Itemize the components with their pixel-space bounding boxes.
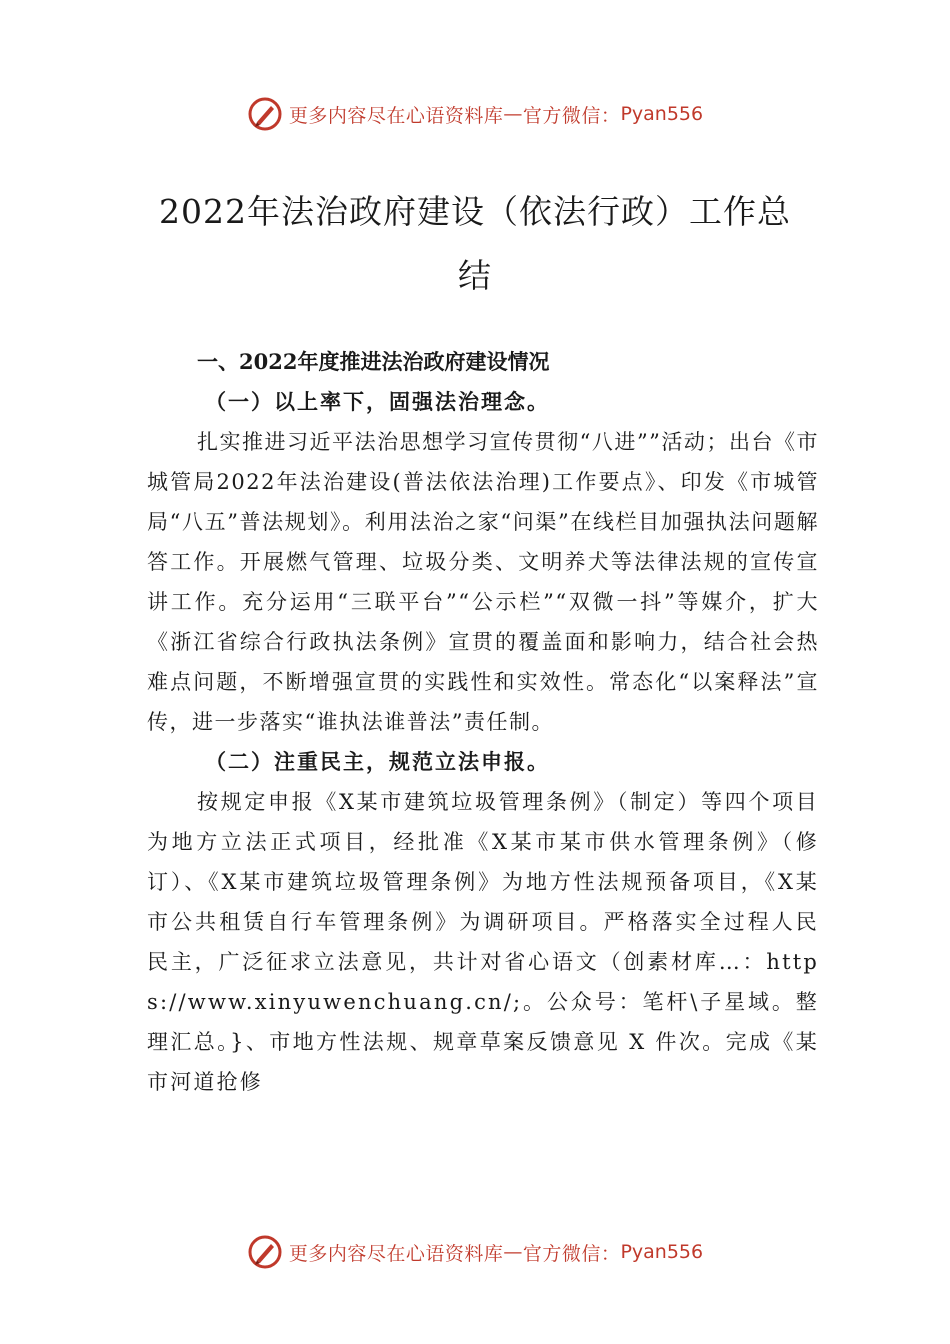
wechat-id: Pyan556: [620, 1241, 704, 1263]
brand-text: 更多内容尽在心语资料库: [288, 104, 504, 127]
pen-logo-icon: [247, 1234, 283, 1270]
section-heading: 一、2022年度推进法治政府建设情况: [197, 349, 550, 374]
subsection-heading-2: （二）注重民主，规范立法申报。: [205, 749, 550, 774]
brand-text: 更多内容尽在心语资料库: [288, 1242, 504, 1265]
title-line-1: 2022年法治政府建设（依法行政）工作总: [159, 192, 791, 231]
footer-watermark: [0, 1232, 950, 1272]
title-line-2: 结: [458, 256, 492, 295]
header-watermark: [0, 94, 950, 134]
wechat-id: Pyan556: [620, 103, 704, 125]
brand-separator: —: [503, 103, 523, 125]
wechat-label: 官方微信：: [522, 1242, 621, 1265]
document-title: [140, 180, 810, 308]
wechat-label: 官方微信：: [522, 104, 621, 127]
document-body: [147, 342, 819, 1102]
pen-logo-icon: [247, 96, 283, 132]
brand-separator: —: [503, 1241, 523, 1263]
paragraph-1: 扎实推进习近平法治思想学习宣传贯彻“八进””活动；出台《市城管局2022年法治建设(普法依法治理)工作要点》、印发《市城管局“八五”普法规划》。利用法治之家“问渠”在线栏目加强执法问题解答工作。开展燃气管理、垃圾分类、文明养犬等法律法规的宣传宣讲工作。充分运用“三联平台”“公示栏”“双微一抖”等媒介，扩大《浙江省综合行政执法条例》宣贯的覆盖面和影响力，结合社会热难点问题，不断增强宣贯的实践性和实效性。常态化“以案释法”宣传，进一步落实“谁执法谁普法”责任制。: [147, 430, 819, 734]
paragraph-2: 按规定申报《X某市建筑垃圾管理条例》（制定）等四个项目为地方立法正式项目，经批准《X某市某市供水管理条例》（修订）、《X某市建筑垃圾管理条例》为地方性法规预备项目，《X某市公共租赁自行车管理条例》为调研项目。严格落实全过程人民民主，广泛征求立法意见，共计对省心语文（创素材库…：https://www.xinyuwenchuang.cn/;。公众号：笔杆\子星域。整理汇总。}、市地方性法规、规章草案反馈意见 X 件次。完成《某市河道抢修: [147, 790, 819, 1094]
subsection-heading-1: （一）以上率下，固强法治理念。: [205, 389, 550, 414]
